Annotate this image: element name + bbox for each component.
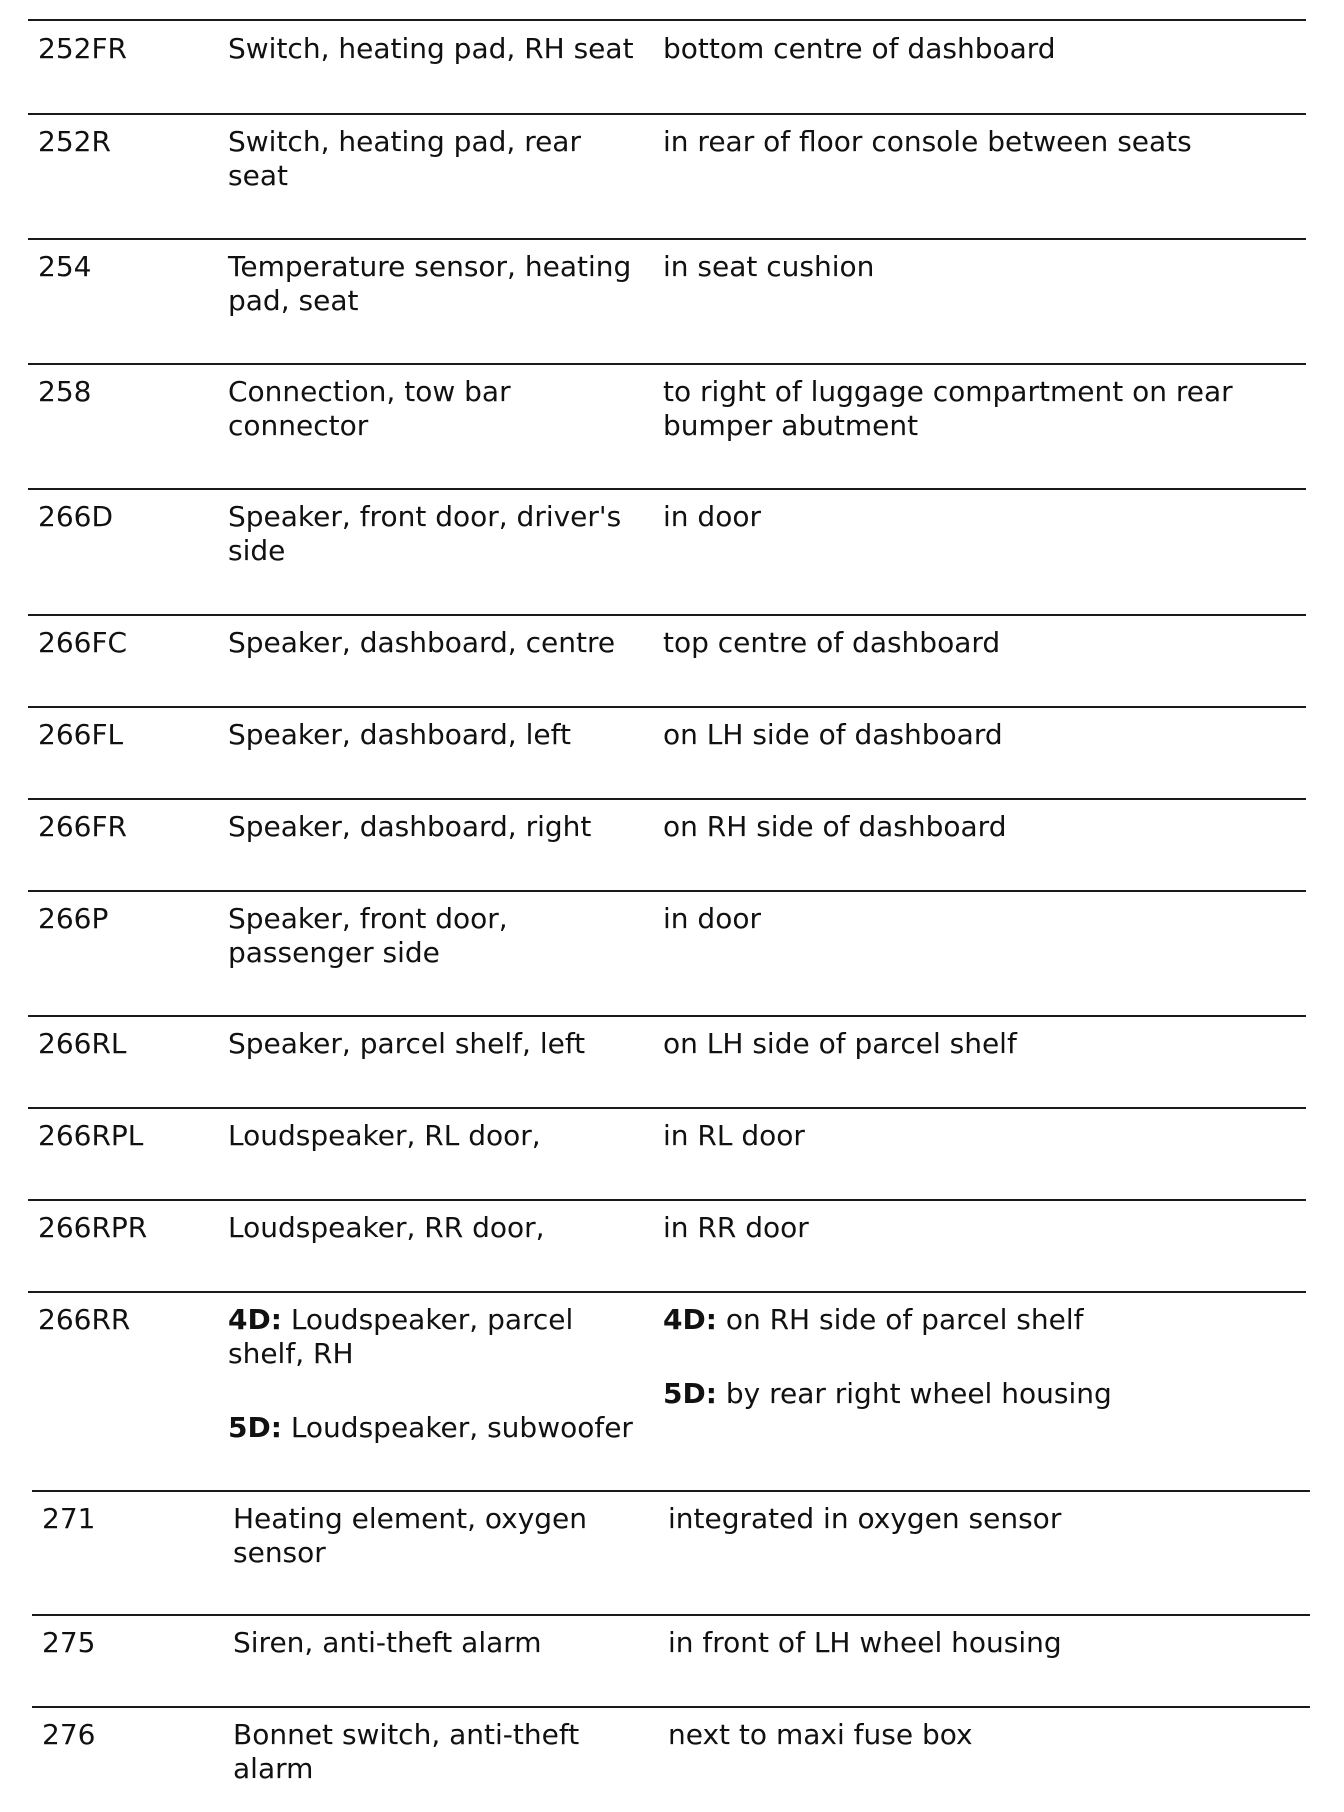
component-id: 266FL [38,718,124,751]
row-divider [28,1107,1306,1109]
variant-4d: 4D: on RH side of parcel shelf [663,1303,1084,1336]
row-divider [28,1015,1306,1017]
component-id: 276 [42,1718,96,1751]
component-id: 266FC [38,626,128,659]
variant-label: 5D: [228,1411,282,1444]
component-location: in RL door [663,1119,805,1152]
row-divider [28,488,1306,490]
row-divider [28,238,1306,240]
row-divider [28,1199,1306,1201]
component-description: Speaker, front door, passenger side [228,902,508,969]
component-location: in RR door [663,1211,809,1244]
component-id: 252R [38,125,111,158]
component-description: Speaker, parcel shelf, left [228,1027,586,1060]
row-divider [28,614,1306,616]
component-description: Loudspeaker, RL door, [228,1119,541,1152]
component-id: 266RPL [38,1119,144,1152]
component-location: on RH side of dashboard [663,810,1007,843]
variant-label: 4D: [228,1303,282,1336]
component-id: 266RPR [38,1211,148,1244]
component-location: on LH side of dashboard [663,718,1003,751]
component-description: Loudspeaker, RR door, [228,1211,545,1244]
component-description: Switch, heating pad, RH seat [228,32,634,65]
component-id: 266RL [38,1027,127,1060]
component-location [663,1303,1112,1411]
component-location: in door [663,902,761,935]
component-location: in seat cushion [663,250,875,283]
row-divider [32,1490,1310,1492]
component-description: Bonnet switch, anti-theft alarm [233,1718,580,1785]
row-divider [28,798,1306,800]
variant-label: 5D: [663,1377,717,1410]
component-id: 266D [38,500,114,533]
component-location: integrated in oxygen sensor [668,1502,1062,1535]
component-description: Temperature sensor, heating pad, seat [228,250,632,317]
component-description: Heating element, oxygen sensor [233,1502,588,1569]
component-location: next to maxi fuse box [668,1718,973,1751]
component-description [228,1303,633,1445]
component-description: Siren, anti-theft alarm [233,1626,542,1659]
variant-4d: 4D: Loudspeaker, parcel shelf, RH [228,1303,574,1370]
row-divider [32,1614,1310,1616]
component-location: on LH side of parcel shelf [663,1027,1017,1060]
component-description: Speaker, dashboard, left [228,718,571,751]
row-divider [28,890,1306,892]
variant-label: 4D: [663,1303,717,1336]
component-id: 275 [42,1626,96,1659]
component-location: top centre of dashboard [663,626,1001,659]
variant-5d: 5D: Loudspeaker, subwoofer [228,1411,633,1444]
component-id: 266FR [38,810,128,843]
component-id: 266RR [38,1303,131,1336]
component-location: in door [663,500,761,533]
component-location: in rear of floor console between seats [663,125,1192,158]
component-description: Speaker, front door, driver's side [228,500,622,567]
component-description: Speaker, dashboard, centre [228,626,616,659]
component-location: in front of LH wheel housing [668,1626,1062,1659]
component-id: 252FR [38,32,128,65]
row-divider [28,363,1306,365]
component-location: to right of luggage compartment on rear bumper abutment [663,375,1233,442]
row-divider [28,1291,1306,1293]
row-divider [28,19,1306,21]
component-id: 266P [38,902,109,935]
component-id: 254 [38,250,92,283]
component-id: 258 [38,375,92,408]
row-divider [28,113,1306,115]
component-description: Speaker, dashboard, right [228,810,592,843]
row-divider [28,706,1306,708]
component-location: bottom centre of dashboard [663,32,1056,65]
component-id: 271 [42,1502,96,1535]
row-divider [32,1706,1310,1708]
variant-5d: 5D: by rear right wheel housing [663,1377,1112,1410]
component-description: Switch, heating pad, rear seat [228,125,581,192]
component-description: Connection, tow bar connector [228,375,511,442]
